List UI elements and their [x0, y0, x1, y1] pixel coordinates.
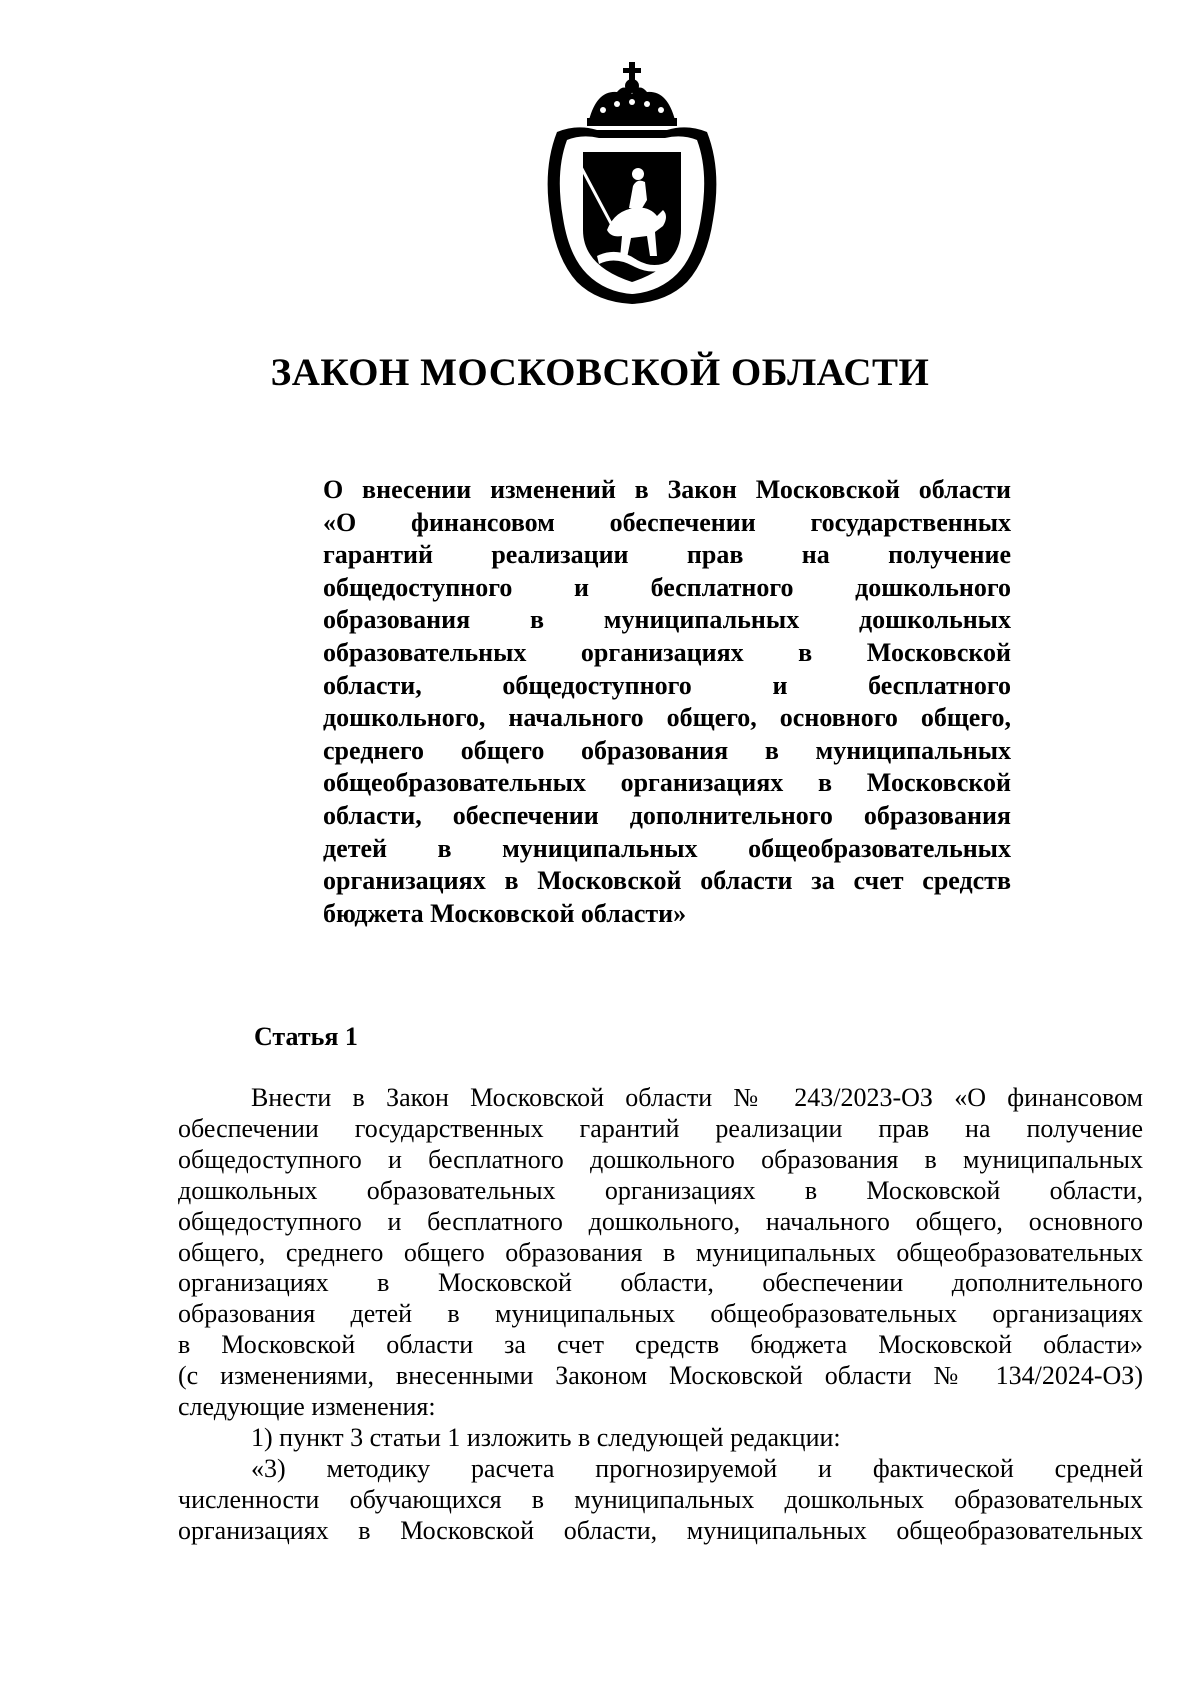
subject-line: общедоступного и бесплатного дошкольного [323, 572, 1011, 602]
subject-line: среднего общего образования в муниципальных [323, 735, 1011, 765]
body-line: «3) методику расчета прогнозируемой и фактической средней [251, 1453, 1143, 1483]
body-line: следующие изменения: [178, 1392, 436, 1422]
body-line: 1) пункт 3 статьи 1 изложить в следующей редакции: [251, 1422, 841, 1452]
body-line: численности обучающихся в муниципальных дошкольных образовательных [178, 1484, 1143, 1514]
subject-line: образовательных организациях в Московской [323, 637, 1011, 667]
subject-line: организациях в Московской области за счет средств [323, 866, 1011, 896]
body-line: общедоступного и бесплатного дошкольного образования в муниципальных [178, 1144, 1143, 1174]
body-line: обеспечении государственных гарантий реализации прав на получение [178, 1113, 1143, 1143]
article-heading: Статья 1 [254, 1022, 358, 1051]
subject-line: общеобразовательных организациях в Московской [323, 768, 1011, 798]
subject-line: области, общедоступного и бесплатного [323, 670, 1011, 700]
subject-line: дошкольного, начального общего, основного общего, [323, 703, 1011, 733]
subject-line: О внесении изменений в Закон Московской области [323, 475, 1011, 504]
subject-line: образования в муниципальных дошкольных [323, 605, 1011, 635]
body-line: в Московской области за счет средств бюджета Московской области» [178, 1330, 1143, 1360]
document-title: ЗАКОН МОСКОВСКОЙ ОБЛАСТИ [270, 351, 930, 394]
law-subject [323, 474, 1011, 930]
body-line: организациях в Московской области, муниципальных общеобразовательных [178, 1515, 1143, 1545]
body-line: образования детей в муниципальных общеобразовательных организациях [178, 1299, 1143, 1329]
body-line: Внести в Закон Московской области № 243/2023-ОЗ «О финансовом [251, 1083, 1143, 1112]
body-line: общедоступного и бесплатного дошкольного, начального общего, основного [178, 1206, 1143, 1236]
body-line: (с изменениями, внесенными Законом Московской области № 134/2024-ОЗ) [178, 1361, 1143, 1391]
article-body [178, 1083, 1143, 1547]
body-line: организациях в Московской области, обеспечении дополнительного [178, 1268, 1143, 1298]
subject-line: гарантий реализации прав на получение [323, 540, 1011, 570]
subject-line: области, обеспечении дополнительного образования [323, 800, 1011, 830]
body-line: общего, среднего общего образования в муниципальных общеобразовательных [178, 1237, 1143, 1267]
subject-line: бюджета Московской области» [323, 898, 687, 928]
subject-line: «О финансовом обеспечении государственных [323, 507, 1011, 537]
subject-line: детей в муниципальных общеобразовательных [323, 833, 1011, 863]
coat-of-arms-emblem [537, 60, 727, 305]
body-line: дошкольных образовательных организациях в Московской области, [178, 1175, 1143, 1205]
